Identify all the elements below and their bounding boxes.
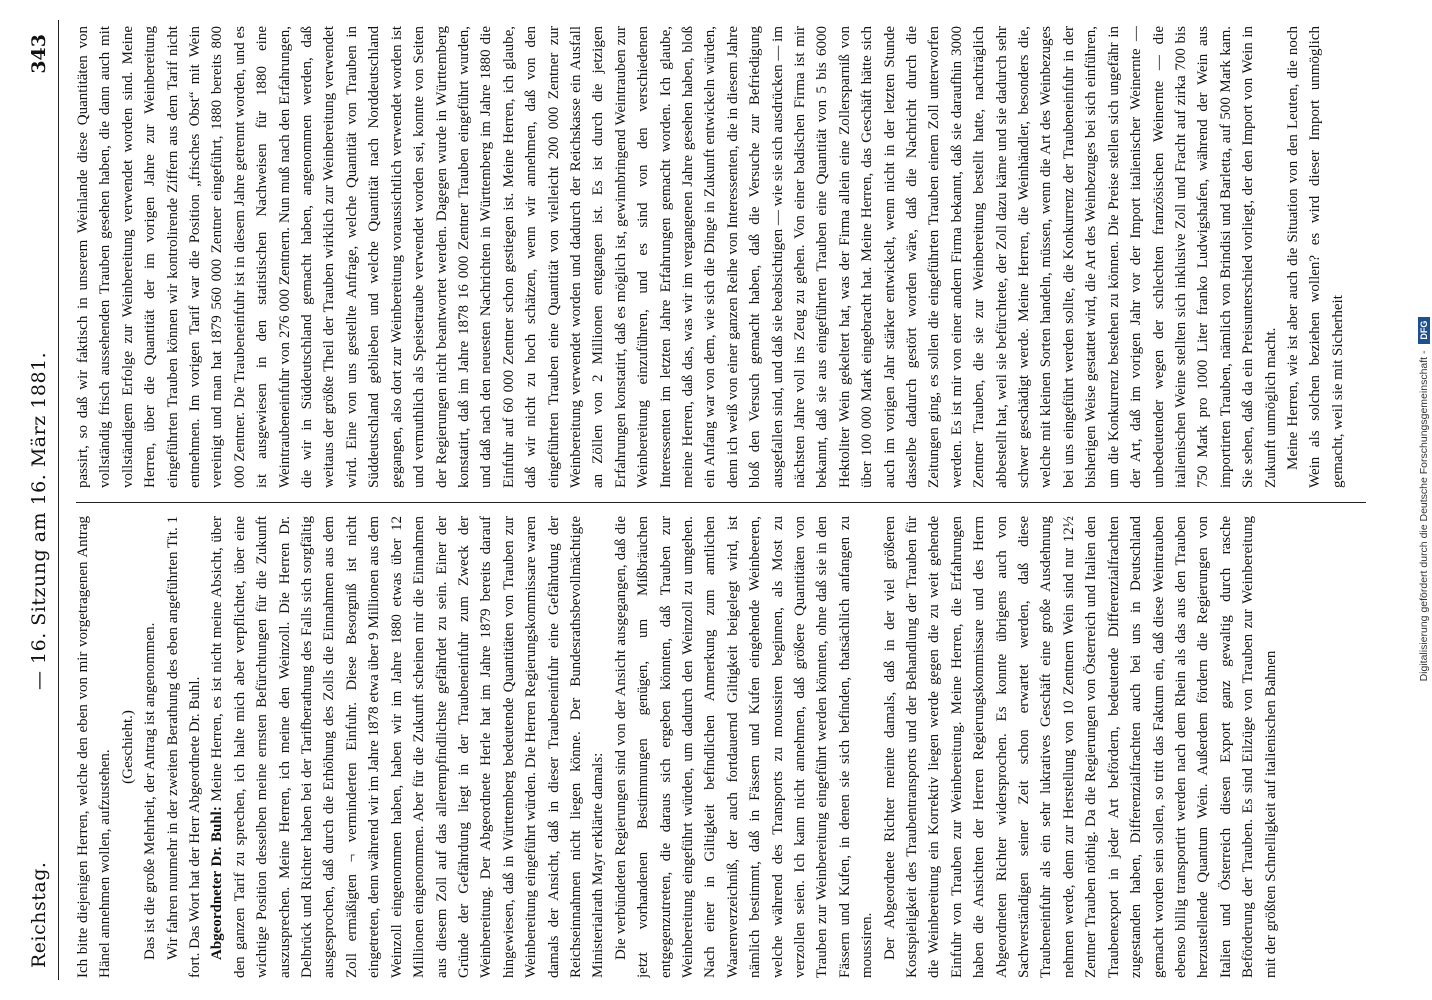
paragraph	[610, 516, 879, 978]
page-number: 343	[28, 34, 50, 74]
paragraph-text: (Geschieht.)	[119, 710, 136, 784]
paragraph	[879, 516, 1282, 978]
paragraph-text: Meine Herren, wie ist aber auch die Situation von den Leuten, die noch Wein als solchen beziehen wollen? es wird dieser Import unmöglich gemacht, weil sie mit Sicherheit	[1284, 26, 1346, 488]
right-column	[72, 26, 1372, 488]
paragraph-text: Die verbündeten Regierungen sind von der Ansicht ausgegangen, daß die jetzt vorhandenen Bestimmungen genügen, um Mißbräuchen entgegenzutreten, die daraus sich ergeben könnten, daß Trauben zur Weinbereitung eingeführt würden, um dadurch den Weinzoll zu umgehen. Nach einer in Giltigkeit befindlichen Anmerkung zum amtlichen Waarenverzeichniß, der auch fortdauernd Giltigkeit beigelegt wird, ist nämlich bestimmt, daß in Fässern und Kufen eingehende Weinbeeren, welche während des Transports zu moussiren beginnen, als Most zu verzollen seien. Ich kann nicht annehmen, daß größere Quantitäten von Trauben zur Weinbereitung eingeführt werden könnten, ohne daß sie in den Fässern und Kufen, in denen sie sich befinden, thatsächlich anfangen zu moussiren.	[612, 516, 876, 978]
paragraph	[139, 516, 161, 978]
paragraph	[117, 516, 139, 978]
paragraph	[206, 516, 609, 978]
paragraph-text: Meine Herren, es ist nicht meine Absicht, über den ganzen Tarif zu sprechen, ich halte mich aber verpflichtet, über eine wichtige Position desselben meine ernsten Befürchtungen für die Zukunft auszusprechen. Meine Herren, ich meine den Weinzoll. Die Herren Dr. Delbrück und Richter haben bei der Tarifberathung des Falls sich sorgfältig ausgesprochen, daß durch die Erhöhung des Zolls die Einnahmen aus dem Zoll ermäßigten ¬ verminderten Einfuhr. Diese Besorgniß ist nicht eingetreten, denn während wir im Jahre 1878 etwa über 9 Millionen aus dem Weinzoll eingenommen haben, haben wir im Jahre 1880 etwas über 12 Millionen eingenommen. Aber für die Zukunft scheinen mir die Einnahmen aus diesem Zoll auf das allerempfindlichste gefährdet zu sein. Einer der Gründe der Gefährdung liegt in der Traubeneinfuhr zum Zweck der Weinbereitung. Der Abgeordnete Herle hat im Jahre 1879 bereits darauf hingewiesen, daß in Württemberg bedeutende Quantitäten von Trauben zur Weinbereitung eingeführt würden. Die Herren Regierungskommissare waren damals der Ansicht, daß in dieser Traubeneinfuhr eine Gefährdung der Reichseinnahmen nicht liegen könne. Der Bundesrathsbevollmächtigte Ministerialrath Mayr erklärte damals:	[209, 516, 607, 978]
paragraph	[72, 516, 117, 978]
paragraph-text: Das ist die große Mehrheit, der Antrag ist angenommen.	[142, 622, 159, 960]
header-rule	[58, 20, 59, 980]
paragraph-text: Der Abgeordnete Richter meinte damals, daß in der viel größeren Kostspieligkeit des Traubentransports und der Behandlung der Trauben für die Weinbereitung ein Korrektiv liegen werde gegen die zu weit gehende Einfuhr von Trauben zur Weinbereitung. Meine Herren, die Erfahrungen haben die Ansichten der Herren Regierungskommissare und des Herrn Abgeordneten Richter widersprochen. Es konnte übrigens auch von Sachverständigen seiner Zeit schon erwartet werden, daß diese Traubeneinfuhr als ein sehr lukratives Geschäft eine große Ausdehnung nehmen werde, denn zur Herstellung von 10 Zentnern Wein sind nur 12½ Zentner Trauben nöthig. Da die Regierungen von Österreich und Italien den Traubenexport in jeder Art befördern, bedeutende Differenzialfrachten zugestanden haben, Differenzialfrachten auch bei uns in Deutschland gemacht worden sein sollen, so tritt das Faktum ein, daß diese Weintrauben ebenso billig transportirt werden nach dem Rhein als das aus den Trauben herzustellende Quantum Wein. Außerdem fördern die Regierungen von Italien und Österreich diesen Export ganz gewaltig durch rasche Beförderung der Trauben. Es sind Eilzüge von Trauben zur Weinbereitung mit der größten Schnelligkeit auf italienischen Bahnen	[881, 516, 1279, 978]
credit-band	[1414, 0, 1432, 1000]
credit-text: Digitalisierung gefördert durch die Deutsche Forschungsgemeinschaft -	[1418, 350, 1430, 682]
speaker-name: Abgeordneter Dr. Buhl:	[209, 806, 226, 960]
header-left: Reichstag.	[28, 861, 50, 968]
running-header	[28, 0, 66, 1000]
paragraph	[72, 26, 1282, 488]
dfg-logo: DFG	[1418, 317, 1430, 344]
column-divider	[76, 502, 1366, 503]
paragraph-text: Ich bitte diejenigen Herren, welche den eben von mir vorgetragenen Antrag Hänel annehmen wollen, aufzustehen.	[75, 516, 114, 978]
paragraph-text: passirt, so daß wir faktisch in unserem Weinlande diese Quantitäten von vollständig frisch aussehenden Trauben gesehen haben, die dann auch mit vollständigem Erfolge zur Weinbereitung verwendet worden sind. Meine Herren, über die Quantität der im vorigen Jahre zur Weinbereitung eingeführten Trauben können wir kontrolirende Ziffern aus dem Tarif nicht entnehmen. Im vorigen Tarif war die Position „frisches Obst“ mit Wein vereinigt und man hat 1879 560 000 Zentner eingeführt, 1880 bereits 800 000 Zentner. Die Traubeneinfuhr ist in diesem Jahre getrennt worden, und es ist ausgewiesen in den statistischen Nachweisen für 1880 eine Weintraubeneinfuhr von 276 000 Zentnern. Nun muß nach den Erfahrungen, die wir in Süddeutschland gemacht haben, angenommen werden, daß weitaus der größte Theil der Trauben wirklich zur Weinbereitung verwendet wird. Eine von uns gestellte Anfrage, welche Quantität von Trauben in Süddeutschland geblieben und welche Quantität nach Norddeutschland gegangen, also dort zur Weinbereitung voraussichtlich verwendet worden ist und vermuthlich als Speisetraube verwendet worden sei, konnte von Seiten der Regierungen nicht beantwortet werden. Dagegen wurde in Württemberg konstatirt, daß im Jahre 1878 16 000 Zentner Trauben eingeführt wurden, und daß nach den neuesten Nachrichten in Württemberg im Jahre 1880 die Einfuhr auf 60 000 Zentner schon gestiegen ist. Meine Herren, ich glaube, daß wir nicht zu hoch schätzen, wenn wir annehmen, daß von den eingeführten Trauben eine Quantität von vielleicht 200 000 Zentner zur Weinbereitung verwendet worden und dadurch der Reichskasse ein Ausfall an Zöllen von 2 Millionen entgangen ist. Es ist durch die jetzigen Erfahrungen konstatirt, daß es möglich ist, gewinnbringend Weintrauben zur Weinbereitung einzuführen, und es sind von den verschiedenen Interessenten im letzten Jahre Erfahrungen gemacht worden. Ich glaube, meine Herren, daß das, was wir im vergangenen Jahre gesehen haben, bloß ein Anfang war von dem, wie sich die Dinge in Zukunft entwickeln würden, denn ich weiß von einer ganzen Reihe von Interessenten, die in diesem Jahre bloß den Versuch gemacht haben, daß die Versuche zur Befriedigung ausgefallen sind, und daß sie beabsichtigen — wie sie sich ausdrücken — im nächsten Jahre voll ins Zeug zu gehen. Von einer badischen Firma ist mir bekannt, daß sie aus eingeführten Trauben eine Quantität von 5 bis 6000 Hektoliter Wein gekeltert hat, was der Firma allein eine Zollersparniß von über 100 000 Mark eingebracht hat. Meine Herren, das Geschäft hätte sich auch im vorigen Jahr stärker entwickelt, wenn nicht in der letzten Stunde dasselbe dadurch gestört worden wäre, daß die Nachricht durch die Zeitungen ging, es sollen die eingeführten Trauben einem Zoll unterworfen werden. Es ist mir von einer andern Firma bekannt, daß sie daraufhin 3000 Zentner Trauben, die sie zur Weinbereitung bestellt hatte, nachträglich abbestellt hat, weil sie befürchtete, der Zoll dazu käme und sie dadurch sehr schwer geschädigt werde. Meine Herren, die Weinhändler, besonders die, welche mit kleinen Sorten handeln, müssen, wenn die Art des Weinbezuges bei uns eingeführt werden sollte, die Konkurrenz der Traubeneinfuhr in der bisherigen Weise gestattet wird, die Art des Weinbezuges bei sich einführen, um die Konkurrenz bestehen zu können. Die Preise stellen sich ungefähr in der Art, daß im vorigen Jahr vor der Import italienischer Weinernte — unbedeutender wegen der schlechten französischen Weinernte — die italienischen Weine stellten sich inklusive Zoll und Fracht auf zirka 700 bis 750 Mark pro 1000 Liter franko Ludwigshafen, während der Wein aus importirten Trauben, nämlich von Brindisi und Barletta, auf 500 Mark kam. Sie sehen, daß da ein Preisunterschied vorliegt, der den Import von Wein in Zukunft unmöglich macht.	[75, 26, 1279, 488]
left-column	[72, 516, 1372, 978]
paragraph	[1282, 26, 1349, 488]
paragraph	[162, 516, 207, 978]
paragraph-text: Wir fahren nunmehr in der zweiten Berathung des eben angeführten Tit. 1 fort. Das Wort hat der Herr Abgeordnete Dr. Buhl.	[164, 516, 204, 978]
header-session: — 16. Sitzung am 16. März 1881.	[28, 351, 50, 690]
